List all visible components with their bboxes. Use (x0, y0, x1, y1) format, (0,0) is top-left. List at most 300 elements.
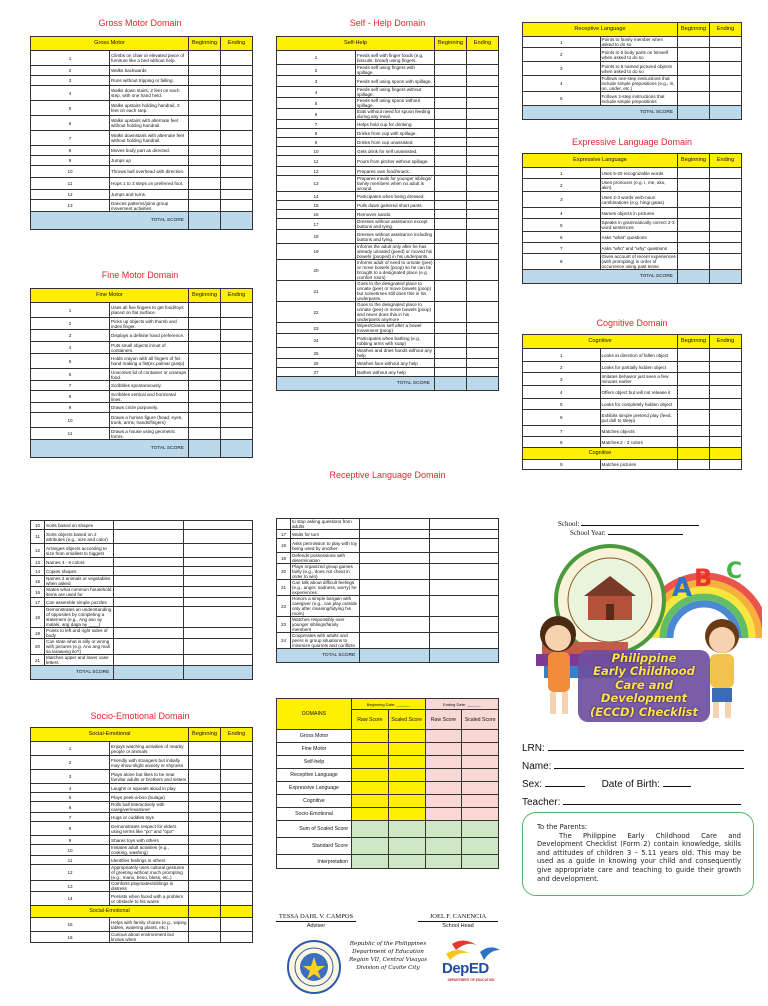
ending-score-cell[interactable] (221, 303, 253, 318)
ending-score-cell[interactable] (221, 391, 253, 403)
ending-score-cell[interactable] (221, 342, 253, 354)
beginning-score-cell[interactable] (189, 166, 221, 178)
beginning-score-cell[interactable] (435, 120, 467, 129)
summary-score-cell[interactable] (425, 808, 462, 821)
beginning-score-cell[interactable] (189, 856, 221, 865)
ending-score-cell[interactable] (221, 66, 253, 76)
beginning-score-cell[interactable] (189, 742, 221, 756)
beginning-score-cell[interactable] (678, 232, 710, 243)
beginning-score-cell[interactable] (435, 302, 467, 323)
summary-score-cell[interactable] (462, 730, 499, 743)
name-input-line[interactable] (554, 768, 744, 769)
ending-score-cell[interactable] (467, 138, 499, 147)
ending-score-cell[interactable] (221, 381, 253, 391)
ending-score-cell[interactable] (467, 87, 499, 98)
checklist-row (523, 349, 742, 362)
beginning-score-cell[interactable] (189, 200, 221, 212)
summary-score-cell[interactable] (425, 756, 462, 769)
beginning-score-cell[interactable] (678, 62, 710, 76)
beginning-score-cell[interactable] (435, 210, 467, 219)
ending-score-cell[interactable] (710, 410, 742, 426)
beginning-score-cell[interactable] (678, 208, 710, 219)
ending-score-cell[interactable] (183, 576, 252, 587)
beginning-score-cell[interactable] (189, 756, 221, 770)
ending-score-cell[interactable] (183, 544, 252, 558)
beginning-score-cell[interactable] (189, 784, 221, 793)
total-beginning-cell[interactable] (435, 377, 467, 391)
ending-score-cell[interactable] (710, 399, 742, 410)
ending-score-cell[interactable] (710, 192, 742, 208)
summary-score-cell[interactable] (352, 769, 389, 782)
ending-score-cell[interactable] (710, 168, 742, 179)
summary-score-cell[interactable] (352, 808, 389, 821)
ending-score-cell[interactable] (467, 244, 499, 260)
ending-score-cell[interactable] (710, 243, 742, 254)
checklist-row (31, 607, 253, 628)
beginning-score-cell[interactable] (435, 87, 467, 98)
beginning-score-cell[interactable] (189, 802, 221, 813)
summary-score-cell[interactable] (462, 743, 499, 756)
ending-score-cell[interactable] (710, 426, 742, 437)
ending-score-cell[interactable] (467, 176, 499, 192)
beginning-score-cell[interactable] (678, 254, 710, 270)
ending-score-cell[interactable] (467, 120, 499, 129)
beginning-score-cell[interactable] (678, 373, 710, 386)
ending-score-cell[interactable] (183, 567, 252, 576)
checklist-row (31, 381, 253, 391)
beginning-score-cell[interactable] (189, 76, 221, 86)
ending-score-cell[interactable] (183, 558, 252, 567)
beginning-score-cell[interactable] (435, 348, 467, 359)
ending-score-cell[interactable] (710, 349, 742, 362)
item-number: 4 (523, 208, 601, 219)
ending-score-cell[interactable] (221, 51, 253, 66)
ending-score-cell[interactable] (221, 428, 253, 440)
beginning-score-cell[interactable] (189, 918, 221, 932)
fine-motor-title: Fine Motor Domain (101, 270, 179, 280)
deped-line: Division of Cavite City (356, 965, 420, 971)
item-text: Asks "what" questions (600, 232, 678, 243)
ending-score-cell[interactable] (221, 770, 253, 784)
dob-input-line[interactable] (663, 786, 691, 787)
beginning-score-cell[interactable] (435, 138, 467, 147)
beginning-score-cell[interactable] (360, 580, 429, 596)
ending-score-cell[interactable] (183, 598, 252, 607)
ending-score-cell[interactable] (467, 98, 499, 109)
beginning-score-cell[interactable] (189, 428, 221, 440)
beginning-score-cell[interactable] (114, 655, 183, 666)
total-beginning-cell[interactable] (678, 106, 710, 120)
ending-score-cell[interactable] (467, 260, 499, 281)
summary-score-cell[interactable] (425, 743, 462, 756)
summary-score-cell[interactable] (462, 808, 499, 821)
total-ending-cell[interactable] (183, 666, 252, 680)
ending-score-cell[interactable] (467, 129, 499, 138)
ending-score-cell[interactable] (183, 628, 252, 639)
beginning-score-cell[interactable] (435, 65, 467, 76)
ending-score-cell[interactable] (221, 330, 253, 342)
ending-score-cell[interactable] (221, 200, 253, 212)
summary-score-cell[interactable] (388, 795, 425, 808)
beginning-score-cell[interactable] (189, 66, 221, 76)
beginning-score-cell[interactable] (114, 576, 183, 587)
item-number: 1 (523, 168, 601, 179)
ending-score-cell[interactable] (710, 48, 742, 62)
summary-score-cell[interactable] (352, 795, 389, 808)
beginning-score-cell[interactable] (360, 596, 429, 617)
beginning-score-cell[interactable] (189, 836, 221, 845)
summary-score-cell[interactable] (352, 743, 389, 756)
total-ending-cell[interactable] (429, 649, 498, 663)
beginning-score-cell[interactable] (114, 544, 183, 558)
beginning-score-cell[interactable] (435, 192, 467, 201)
ending-score-cell[interactable] (710, 386, 742, 399)
summary-score-cell[interactable] (425, 782, 462, 795)
beginning-score-cell[interactable] (189, 369, 221, 381)
beginning-score-cell[interactable] (435, 176, 467, 192)
beginning-score-cell[interactable] (189, 51, 221, 66)
ending-score-cell[interactable] (467, 281, 499, 302)
beginning-score-cell[interactable] (114, 628, 183, 639)
ending-score-cell[interactable] (467, 302, 499, 323)
beginning-score-cell[interactable] (678, 349, 710, 362)
summary-score-cell[interactable] (425, 769, 462, 782)
beginning-score-cell[interactable] (678, 76, 710, 92)
ending-score-cell[interactable] (429, 596, 498, 617)
summary-score-cell[interactable] (352, 782, 389, 795)
beginning-score-cell[interactable] (435, 260, 467, 281)
ending-score-cell[interactable] (710, 460, 742, 470)
beginning-score-cell[interactable] (189, 403, 221, 413)
ending-score-cell[interactable] (467, 65, 499, 76)
total-ending-cell[interactable] (221, 212, 253, 230)
ending-score-cell[interactable] (429, 553, 498, 564)
ending-score-cell[interactable] (221, 784, 253, 793)
beginning-score-cell[interactable] (435, 281, 467, 302)
beginning-score-cell[interactable] (189, 881, 221, 892)
ending-score-cell[interactable] (467, 368, 499, 377)
checklist-row (523, 179, 742, 192)
total-ending-cell[interactable] (221, 440, 253, 458)
ending-score-cell[interactable] (467, 348, 499, 359)
ending-score-cell[interactable] (183, 587, 252, 598)
ending-score-cell[interactable] (710, 254, 742, 270)
item-text: Participates when bathing (e.g. rubbing arms with soap) (356, 334, 435, 348)
beginning-score-cell[interactable] (189, 813, 221, 822)
ending-score-cell[interactable] (221, 76, 253, 86)
ending-score-cell[interactable] (221, 354, 253, 369)
ending-score-cell[interactable] (467, 109, 499, 120)
ending-score-cell[interactable] (221, 845, 253, 856)
ending-score-cell[interactable] (429, 564, 498, 580)
beginning-score-cell[interactable] (360, 564, 429, 580)
ending-score-cell[interactable] (429, 539, 498, 553)
ending-score-cell[interactable] (710, 179, 742, 192)
beginning-score-cell[interactable] (678, 37, 710, 48)
ending-score-cell[interactable] (710, 92, 742, 106)
ending-score-cell[interactable] (710, 219, 742, 232)
ending-score-cell[interactable] (221, 318, 253, 330)
beginning-score-cell[interactable] (114, 607, 183, 628)
ending-score-cell[interactable] (710, 208, 742, 219)
summary-score-cell[interactable] (352, 756, 389, 769)
beginning-score-cell[interactable] (435, 129, 467, 138)
beginning-score-cell[interactable] (435, 156, 467, 167)
beginning-score-cell[interactable] (435, 323, 467, 334)
beginning-score-cell[interactable] (435, 368, 467, 377)
beginning-score-cell[interactable] (189, 822, 221, 836)
ending-score-cell[interactable] (221, 190, 253, 200)
total-beginning-cell[interactable] (189, 212, 221, 230)
ending-score-cell[interactable] (221, 822, 253, 836)
total-score-row (523, 270, 742, 284)
ending-score-cell[interactable] (710, 62, 742, 76)
beginning-score-cell[interactable] (435, 109, 467, 120)
ending-score-cell[interactable] (221, 86, 253, 101)
summary-raw-score-header: Raw Score (352, 710, 389, 730)
beginning-score-cell[interactable] (435, 76, 467, 87)
ending-score-cell[interactable] (221, 403, 253, 413)
beginning-score-cell[interactable] (360, 519, 429, 530)
beginning-score-cell[interactable] (435, 167, 467, 176)
beginning-score-cell[interactable] (189, 892, 221, 906)
beginning-score-cell[interactable] (189, 342, 221, 354)
beginning-score-cell[interactable] (360, 617, 429, 633)
beginning-score-cell[interactable] (678, 460, 710, 470)
ending-score-cell[interactable] (221, 865, 253, 881)
ending-score-cell[interactable] (710, 362, 742, 373)
ending-score-cell[interactable] (221, 756, 253, 770)
ending-score-cell[interactable] (221, 836, 253, 845)
beginning-score-cell[interactable] (678, 399, 710, 410)
ending-score-cell[interactable] (221, 178, 253, 190)
total-beginning-cell[interactable] (360, 649, 429, 663)
checklist-row (31, 166, 253, 178)
ending-score-cell[interactable] (183, 521, 252, 530)
sex-input-line[interactable] (545, 786, 585, 787)
item-number: 26 (277, 359, 356, 368)
beginning-score-cell[interactable] (678, 168, 710, 179)
ending-score-cell[interactable] (183, 639, 252, 655)
beginning-score-cell[interactable] (189, 146, 221, 156)
beginning-score-cell[interactable] (360, 633, 429, 649)
ending-score-cell[interactable] (467, 323, 499, 334)
beginning-score-cell[interactable] (189, 391, 221, 403)
checklist-row (31, 403, 253, 413)
beginning-score-cell[interactable] (678, 179, 710, 192)
ending-score-cell[interactable] (429, 633, 498, 649)
item-text: Jumps and turns. (110, 190, 189, 200)
total-score-label: TOTAL SCORE (31, 666, 114, 680)
beginning-score-cell[interactable] (678, 386, 710, 399)
ending-score-cell[interactable] (429, 580, 498, 596)
ending-score-cell[interactable] (183, 607, 252, 628)
beginning-score-cell[interactable] (189, 865, 221, 881)
ending-score-cell[interactable] (467, 147, 499, 156)
ending-score-cell[interactable] (467, 167, 499, 176)
beginning-score-cell[interactable] (189, 131, 221, 146)
item-number: 20 (277, 564, 291, 580)
beginning-score-cell[interactable] (435, 201, 467, 210)
ending-score-cell[interactable] (221, 166, 253, 178)
ending-score-cell[interactable] (221, 116, 253, 131)
beginning-score-cell[interactable] (189, 381, 221, 391)
beginning-score-cell[interactable] (189, 156, 221, 166)
beginning-score-cell[interactable] (360, 539, 429, 553)
beginning-score-cell[interactable] (189, 770, 221, 784)
summary-score-cell[interactable] (388, 743, 425, 756)
item-text: Pours from pitcher without spillage. (356, 156, 435, 167)
beginning-score-cell[interactable] (114, 558, 183, 567)
beginning-score-cell[interactable] (114, 598, 183, 607)
beginning-score-cell[interactable] (678, 437, 710, 448)
checklist-row (31, 200, 253, 212)
beginning-score-cell[interactable] (189, 318, 221, 330)
beginning-score-cell[interactable] (360, 553, 429, 564)
beginning-score-cell[interactable] (435, 219, 467, 230)
beginning-score-cell[interactable] (435, 244, 467, 260)
beginning-score-cell[interactable] (189, 116, 221, 131)
total-beginning-cell[interactable] (678, 270, 710, 284)
ending-score-cell[interactable] (710, 37, 742, 48)
ending-score-cell[interactable] (221, 793, 253, 802)
beginning-score-cell[interactable] (189, 932, 221, 943)
summary-score-cell[interactable] (425, 795, 462, 808)
ending-score-cell[interactable] (221, 369, 253, 381)
beginning-score-cell[interactable] (360, 530, 429, 539)
ending-score-cell[interactable] (221, 856, 253, 865)
summary-score-cell[interactable] (388, 769, 425, 782)
ending-score-cell[interactable] (183, 530, 252, 544)
beginning-score-cell[interactable] (189, 178, 221, 190)
summary-score-cell[interactable] (388, 730, 425, 743)
ending-score-cell[interactable] (467, 51, 499, 65)
summary-score-cell[interactable] (388, 808, 425, 821)
ending-score-cell[interactable] (467, 230, 499, 244)
lrn-input-line[interactable] (548, 750, 744, 751)
item-number: 4 (523, 76, 601, 92)
total-beginning-cell[interactable] (114, 666, 183, 680)
beginning-score-cell[interactable] (189, 793, 221, 802)
summary-score-cell[interactable] (462, 795, 499, 808)
beginning-score-cell[interactable] (678, 362, 710, 373)
school-input-line[interactable] (581, 525, 699, 526)
beginning-score-cell[interactable] (189, 330, 221, 342)
beginning-score-cell[interactable] (114, 639, 183, 655)
beginning-score-cell[interactable] (678, 192, 710, 208)
beginning-score-cell[interactable] (435, 51, 467, 65)
summary-score-cell[interactable] (425, 730, 462, 743)
ending-score-cell[interactable] (467, 359, 499, 368)
ending-score-cell[interactable] (221, 881, 253, 892)
ending-score-cell[interactable] (710, 232, 742, 243)
total-ending-cell[interactable] (467, 377, 499, 391)
checklist-row (277, 138, 499, 147)
beginning-score-cell[interactable] (189, 413, 221, 428)
teacher-input-line[interactable] (563, 804, 741, 805)
beginning-score-cell[interactable] (189, 86, 221, 101)
col-ending: Ending (710, 335, 742, 349)
beginning-score-cell[interactable] (189, 101, 221, 116)
ending-score-cell[interactable] (221, 101, 253, 116)
section-subheader-blank (221, 906, 253, 918)
beginning-score-cell[interactable] (189, 354, 221, 369)
ending-score-cell[interactable] (467, 192, 499, 201)
beginning-score-cell[interactable] (678, 410, 710, 426)
total-beginning-cell[interactable] (189, 440, 221, 458)
ending-score-cell[interactable] (429, 617, 498, 633)
ending-score-cell[interactable] (221, 932, 253, 943)
ending-score-cell[interactable] (710, 437, 742, 448)
ending-score-cell[interactable] (710, 76, 742, 92)
total-ending-cell[interactable] (710, 106, 742, 120)
beginning-score-cell[interactable] (435, 98, 467, 109)
ending-score-cell[interactable] (221, 131, 253, 146)
beginning-score-cell[interactable] (435, 359, 467, 368)
beginning-score-cell[interactable] (435, 147, 467, 156)
summary-score-cell[interactable] (462, 756, 499, 769)
ending-score-cell[interactable] (221, 813, 253, 822)
summary-score-cell[interactable] (388, 756, 425, 769)
item-number: 20 (277, 260, 356, 281)
ending-score-cell[interactable] (221, 146, 253, 156)
ending-score-cell[interactable] (467, 201, 499, 210)
beginning-score-cell[interactable] (114, 521, 183, 530)
total-ending-cell[interactable] (710, 270, 742, 284)
ending-score-cell[interactable] (710, 373, 742, 386)
ending-score-cell[interactable] (467, 334, 499, 348)
ending-score-cell[interactable] (467, 156, 499, 167)
beginning-score-cell[interactable] (189, 190, 221, 200)
checklist-row (277, 302, 499, 323)
beginning-score-cell[interactable] (435, 230, 467, 244)
beginning-score-cell[interactable] (189, 845, 221, 856)
school-year-input-line[interactable] (608, 534, 683, 535)
summary-score-cell[interactable] (388, 782, 425, 795)
ending-score-cell[interactable] (429, 519, 498, 530)
checklist-row (31, 655, 253, 666)
ending-score-cell[interactable] (221, 918, 253, 932)
ending-score-cell[interactable] (221, 892, 253, 906)
item-text: Honors a simple bargain with caregiver (e.g., can play outside only after cleaning/tidying his room) (291, 596, 360, 617)
ending-score-cell[interactable] (221, 156, 253, 166)
beginning-score-cell[interactable] (678, 92, 710, 106)
beginning-score-cell[interactable] (189, 303, 221, 318)
beginning-score-cell[interactable] (114, 530, 183, 544)
beginning-score-cell[interactable] (678, 48, 710, 62)
ending-score-cell[interactable] (467, 76, 499, 87)
ending-score-cell[interactable] (183, 655, 252, 666)
parents-note-body: The Philippine Early Childhood Care and Development Checklist (Form 2) contain knowledge, skills and attitudes of children 3 – 5.11 years old. This may be used as a guide in knowing your child and consequently give appropriate care and teaching to guide their growth and development. (537, 831, 741, 883)
summary-score-cell[interactable] (352, 730, 389, 743)
beginning-score-cell[interactable] (678, 243, 710, 254)
ending-score-cell[interactable] (467, 219, 499, 230)
ending-score-cell[interactable] (429, 530, 498, 539)
ending-score-cell[interactable] (221, 742, 253, 756)
beginning-score-cell[interactable] (114, 587, 183, 598)
summary-score-cell[interactable] (462, 769, 499, 782)
beginning-score-cell[interactable] (678, 426, 710, 437)
beginning-score-cell[interactable] (678, 219, 710, 232)
beginning-score-cell[interactable] (114, 567, 183, 576)
summary-score-cell[interactable] (462, 782, 499, 795)
school-fields (558, 520, 699, 538)
ending-score-cell[interactable] (221, 802, 253, 813)
ending-score-cell[interactable] (221, 413, 253, 428)
checklist-row (31, 66, 253, 76)
ending-score-cell[interactable] (467, 210, 499, 219)
beginning-score-cell[interactable] (435, 334, 467, 348)
